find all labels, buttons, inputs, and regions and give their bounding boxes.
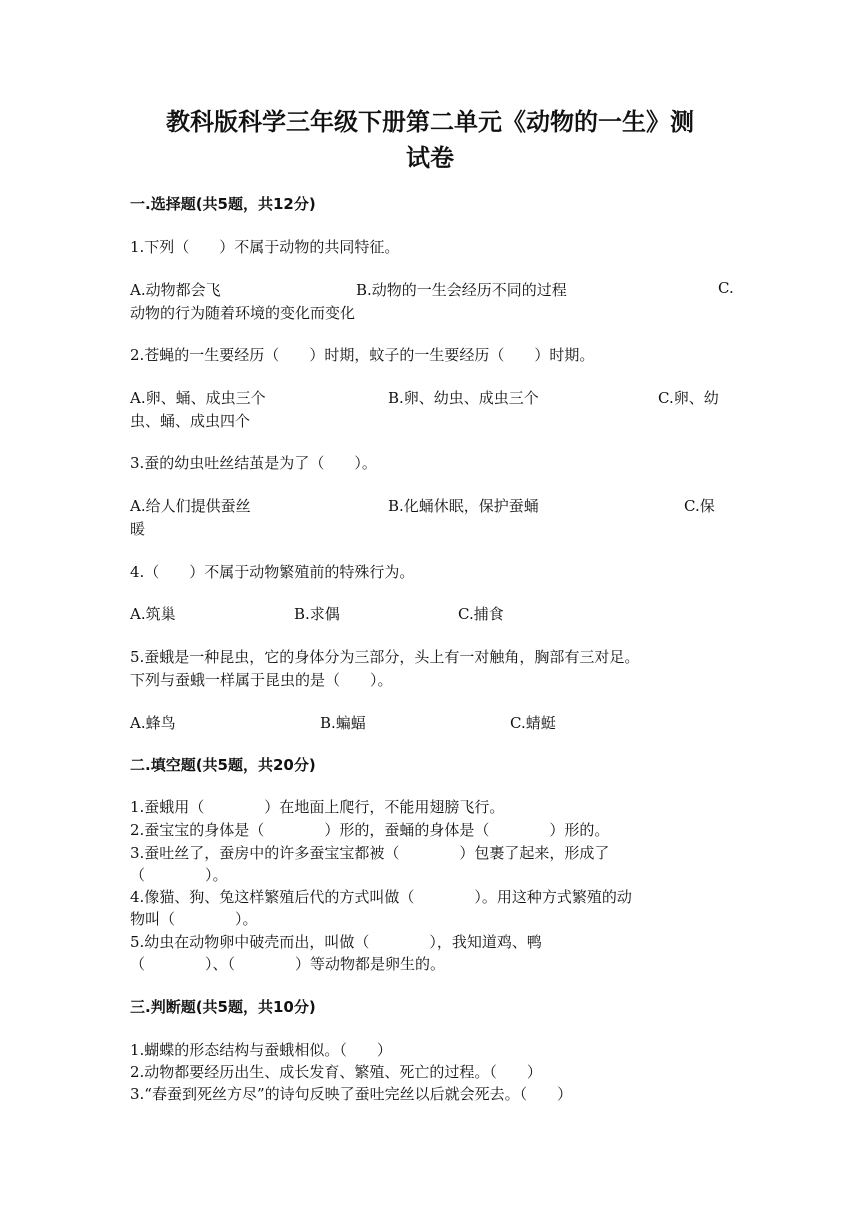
option-b: B.卵、幼虫、成虫三个 bbox=[388, 389, 539, 407]
judge-line: 2.动物都要经历出生、成长发育、繁殖、死亡的过程。（ ） bbox=[130, 1063, 542, 1081]
option-c: C. bbox=[718, 279, 734, 297]
option-a: A.动物都会飞 bbox=[130, 281, 221, 299]
fill-line: 1.蚕蛾用（ ）在地面上爬行，不能用翅膀飞行。 bbox=[130, 798, 505, 816]
title-line-1: 教科版科学三年级下册第二单元《动物的一生》测 bbox=[166, 108, 694, 136]
fill-line: 物叫（ ）。 bbox=[130, 910, 258, 928]
fill-line: 4.像猫、狗、兔这样繁殖后代的方式叫做（ ）。用这种方式繁殖的动 bbox=[130, 888, 632, 906]
title-line-2: 试卷 bbox=[406, 144, 454, 172]
option-b: B.化蛹休眠，保护蚕蛹 bbox=[388, 497, 539, 515]
option-a: A.卵、蛹、成虫三个 bbox=[130, 389, 266, 407]
option-b: B.蝙蝠 bbox=[320, 714, 366, 732]
option-c: C.蜻蜓 bbox=[510, 714, 556, 732]
question-stem-line-1: 5.蚕蛾是一种昆虫，它的身体分为三部分，头上有一对触角，胸部有三对足。 bbox=[130, 648, 640, 666]
option-b: B.动物的一生会经历不同的过程 bbox=[356, 281, 567, 299]
option-c: C.卵、幼 bbox=[658, 389, 719, 407]
option-c-continued: 暖 bbox=[130, 520, 146, 538]
section-heading-choice: 一.选择题(共5题，共12分) bbox=[130, 195, 316, 213]
fill-line: 2.蚕宝宝的身体是（ ）形的，蚕蛹的身体是（ ）形的。 bbox=[130, 821, 610, 839]
question-stem: 3.蚕的幼虫吐丝结茧是为了（ ）。 bbox=[130, 454, 377, 472]
option-c-continued: 动物的行为随着环境的变化而变化 bbox=[130, 304, 356, 322]
option-a: A.给人们提供蚕丝 bbox=[130, 497, 251, 515]
option-a: A.筑巢 bbox=[130, 605, 176, 623]
judge-line: 3.“春蚕到死丝方尽”的诗句反映了蚕吐完丝以后就会死去。（ ） bbox=[130, 1085, 573, 1103]
section-heading-judge: 三.判断题(共5题，共10分) bbox=[130, 998, 316, 1016]
option-c-continued: 虫、蛹、成虫四个 bbox=[130, 412, 251, 430]
judge-line: 1.蝴蝶的形态结构与蚕蛾相似。（ ） bbox=[130, 1041, 392, 1059]
question-stem: 4.（ ）不属于动物繁殖前的特殊行为。 bbox=[130, 563, 415, 581]
option-b: B.求偶 bbox=[294, 605, 340, 623]
question-stem: 1.下列（ ）不属于动物的共同特征。 bbox=[130, 238, 400, 256]
section-heading-fill: 二.填空题(共5题，共20分) bbox=[130, 756, 316, 774]
option-c: C.保 bbox=[684, 497, 715, 515]
option-a: A.蜂鸟 bbox=[130, 714, 176, 732]
question-stem-line-2: 下列与蚕蛾一样属于昆虫的是（ ）。 bbox=[130, 671, 393, 689]
fill-line: （ ）、（ ）等动物都是卵生的。 bbox=[130, 955, 446, 973]
fill-line: 3.蚕吐丝了，蚕房中的许多蚕宝宝都被（ ）包裹了起来，形成了 bbox=[130, 844, 610, 862]
exam-title bbox=[130, 104, 730, 176]
fill-line: 5.幼虫在动物卵中破壳而出，叫做（ ），我知道鸡、鸭 bbox=[130, 933, 542, 951]
fill-line: （ ）。 bbox=[130, 866, 228, 884]
question-stem: 2.苍蝇的一生要经历（ ）时期，蚊子的一生要经历（ ）时期。 bbox=[130, 346, 595, 364]
option-c: C.捕食 bbox=[458, 605, 504, 623]
